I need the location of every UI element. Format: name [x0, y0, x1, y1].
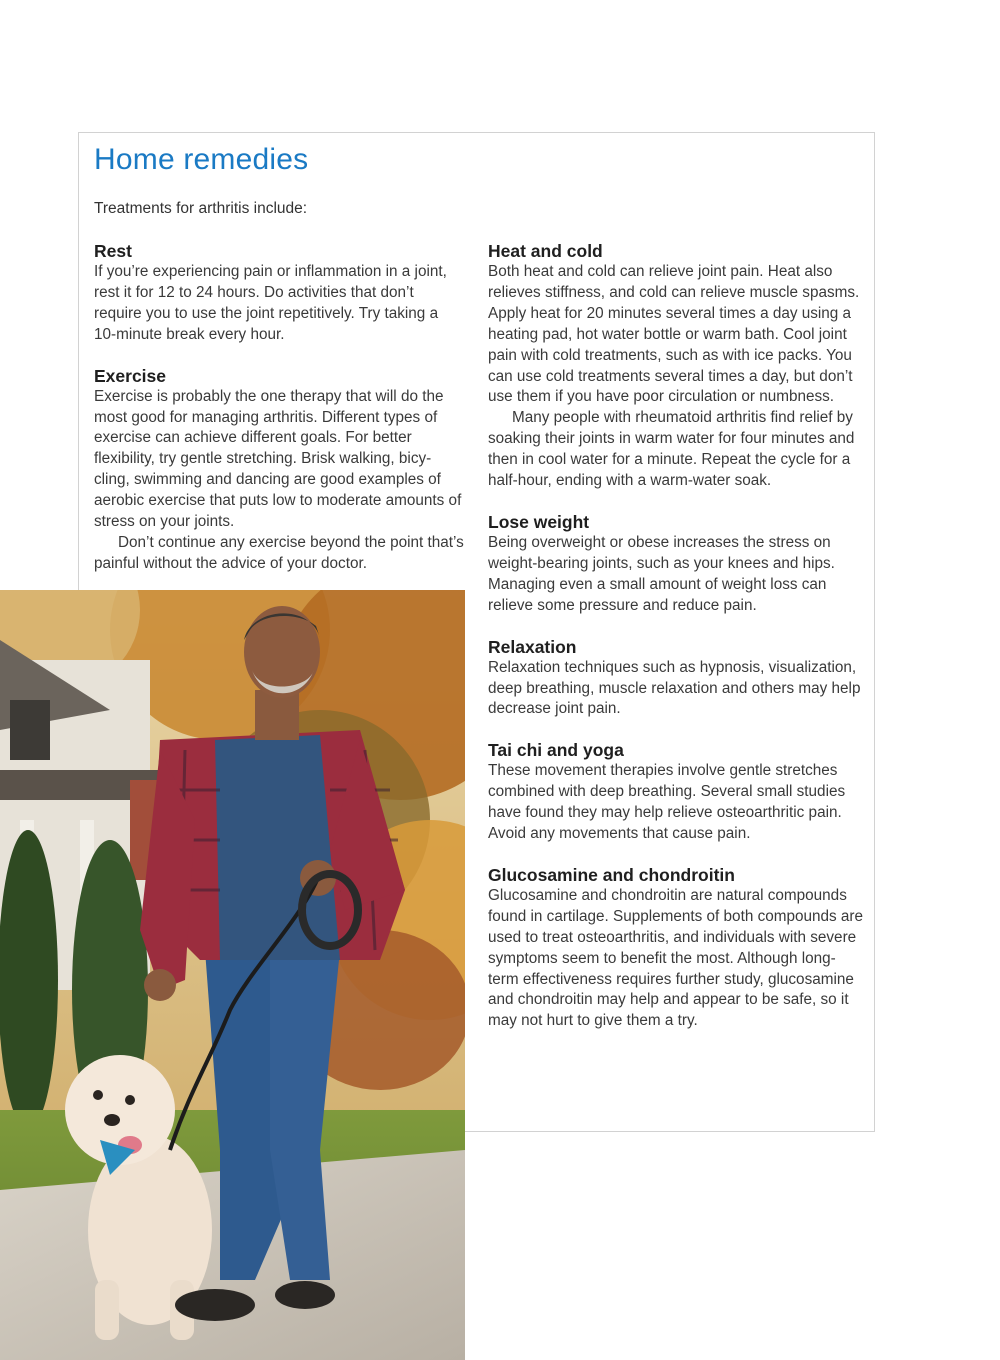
section-heading: Lose weight [488, 511, 590, 532]
section-paragraph: These movement therapies involve gentle stretches combined with deep breathing. Several small studies have found they may help relieve osteoarthritic pain. Avoid any movements that cause pain. [488, 762, 846, 843]
section-rest [94, 241, 464, 346]
section-paragraph: Being overweight or obese increases the stress on weight-bearing joints, such as your knees and hips. Managing even a small amount of weight loss can relieve some pressure and reduce pain. [488, 533, 835, 614]
section-heading: Relaxation [488, 636, 577, 657]
left-column [94, 241, 464, 595]
section-glucosamine-and-chondroitin [488, 865, 863, 1032]
section-heading: Tai chi and yoga [488, 740, 624, 761]
section-paragraph: Many people with rheumatoid arthritis find relief by soaking their joints in warm water for four minutes and then in cool water for a minute. Repeat the cycle for a half-hour, ending with a warm-water soak. [488, 409, 855, 490]
intro-text: Treatments for arthritis include: [94, 200, 308, 217]
section-heading: Glucosamine and chondroitin [488, 864, 735, 885]
section-paragraph: Both heat and cold can relieve joint pain. Heat also relieves stiffness, and cold can relieve muscle spasms. Apply heat for 20 minutes several times a day using a heating pad, hot water bottle or warm bath. Cool joint pain with cold treatments, such as with ice packs. You can use cold treatments several times a day, but don’t use them if you have poor circulation or numbness. [488, 263, 860, 406]
section-exercise [94, 366, 464, 575]
man-walking-dog-photo [0, 590, 465, 1360]
right-column [488, 241, 863, 1052]
section-heading: Rest [94, 241, 132, 261]
section-heading: Heat and cold [488, 241, 603, 261]
section-tai-chi-and-yoga [488, 740, 863, 845]
section-lose-weight [488, 512, 863, 617]
page-title: Home remedies [94, 143, 309, 176]
section-heading: Exercise [94, 365, 167, 386]
section-paragraph: Relaxation techniques such as hypnosis, visualization, deep breathing, muscle relaxation and others may help decrease joint pain. [488, 658, 861, 718]
section-heat-and-cold [488, 241, 863, 492]
section-relaxation [488, 637, 863, 721]
section-paragraph: Don’t continue any exercise beyond the point that’s painful without the advice of your doctor. [94, 533, 464, 572]
section-paragraph: Glucosamine and chondroitin are natural compounds found in cartilage. Supplements of both compounds are used to treat osteoarthritis, and individuals with severe symptoms seem to benefit the most. Although long-term effectiveness requires further study, glucosamine and chondroitin may help and appear to be safe, so it may not hurt to give them a try. [488, 886, 864, 1030]
section-paragraph: If you’re experiencing pain or inflammation in a joint, rest it for 12 to 24 hours. Do activities that don’t require you to use the joint repetitively. Try taking a 10-minute break every hour. [94, 263, 447, 343]
section-paragraph: Exercise is probably the one therapy that will do the most good for managing arthritis. Different types of exercise can achieve different goals. For better flexibility, try gentle stretching. Brisk walking, bicy-cling, swimming and dancing are good examples of aerobic exercise that puts low to moderate amounts of stress on your joints. [94, 387, 462, 531]
